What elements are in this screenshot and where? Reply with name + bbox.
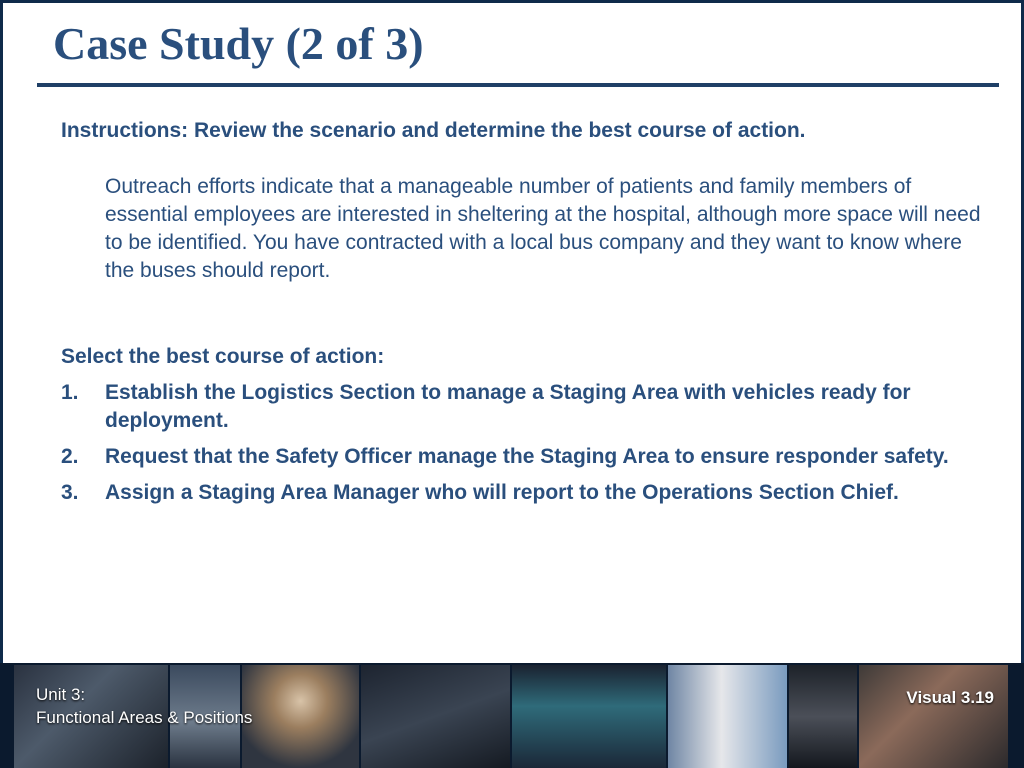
photo-panel [512,665,668,768]
option-number: 1. [61,381,79,404]
visual-number: Visual 3.19 [906,688,994,707]
option-item-1 [61,379,981,435]
footer-banner [0,663,1024,768]
option-number: 2. [61,445,79,468]
instructions-text: Instructions: Review the scenario and determine the best course of action. [61,119,806,142]
photo-panel [242,665,361,768]
option-text: Establish the Logistics Section to manage a Staging Area with vehicles ready for deployment. [105,381,911,432]
photo-panel [361,665,512,768]
option-item-3 [61,479,981,507]
option-text: Request that the Safety Officer manage the Staging Area to ensure responder safety. [105,445,949,468]
option-number: 3. [61,481,79,504]
footer-unit-label [36,683,252,729]
slide-body [3,3,1021,663]
title-divider [37,83,999,87]
option-text: Assign a Staging Area Manager who will report to the Operations Section Chief. [105,481,899,504]
options-list [61,379,981,507]
photo-panel [789,665,859,768]
slide-title: Case Study (2 of 3) [53,18,424,69]
slide-content [61,117,981,507]
unit-title: Functional Areas & Positions [36,708,253,727]
option-item-2 [61,443,981,471]
select-label: Select the best course of action: [61,345,385,368]
scenario-text: Outreach efforts indicate that a manageable number of patients and family members of essential employees are interested in sheltering at the hospital, although more space will need to be identified. You have contracted with a local bus company and they want to know where the buses should report. [105,175,981,282]
photo-panel [668,665,789,768]
unit-number: Unit 3: [36,685,86,704]
photo-panel [859,665,1010,768]
